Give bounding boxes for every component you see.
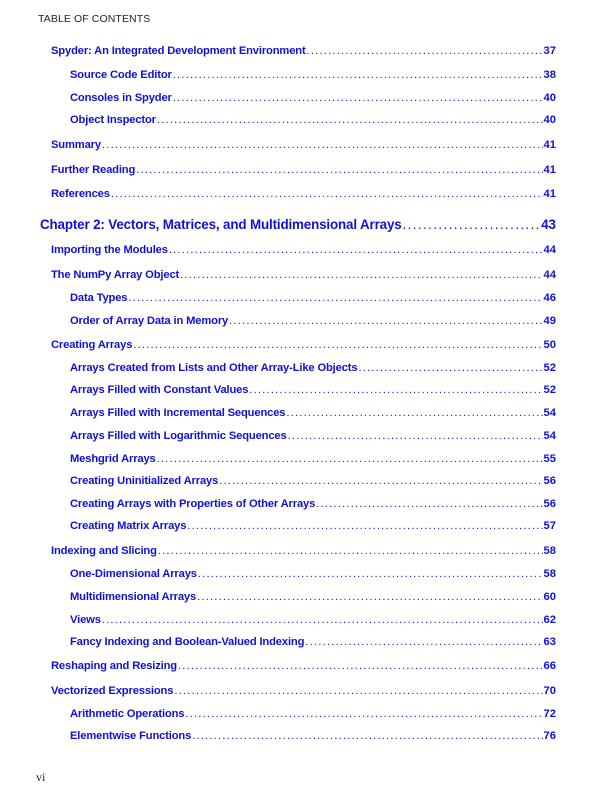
dot-leader <box>174 684 542 698</box>
page-number: vi <box>36 770 46 784</box>
toc-entry-title: Summary <box>51 139 101 151</box>
toc-entry-page: 49 <box>543 315 556 327</box>
toc-entry-title: Vectorized Expressions <box>51 685 174 697</box>
dot-leader <box>180 268 542 282</box>
toc-entry-views[interactable] <box>70 613 556 627</box>
toc-entry-title: Arrays Created from Lists and Other Array-Like Objects <box>70 362 358 374</box>
toc-entry-creating-arrays[interactable] <box>51 338 556 352</box>
toc-entry-order-of-array-data[interactable] <box>70 314 556 328</box>
toc-entry-page: 50 <box>543 339 556 351</box>
toc-entry-page: 57 <box>543 520 556 532</box>
dot-leader <box>307 44 543 58</box>
toc-entry-numpy-array-object[interactable] <box>51 268 556 282</box>
toc-entry-title: Arithmetic Operations <box>70 708 185 720</box>
toc-entry-page: 37 <box>543 45 556 57</box>
toc-entry-page: 56 <box>543 475 556 487</box>
toc-entry-page: 76 <box>543 730 556 742</box>
toc-entry-title: The NumPy Array Object <box>51 269 180 281</box>
dot-leader <box>229 314 542 328</box>
dot-leader <box>286 406 542 420</box>
dot-leader <box>111 187 543 201</box>
toc-entry-uninitialized-arrays[interactable] <box>70 474 556 488</box>
toc-entry-multidimensional-arrays[interactable] <box>70 590 556 604</box>
dot-leader <box>185 707 542 721</box>
toc-entry-source-code-editor[interactable] <box>70 68 556 82</box>
toc-entry-page: 41 <box>543 139 556 151</box>
toc-entry-consoles-in-spyder[interactable] <box>70 91 556 105</box>
toc-entry-reshaping-and-resizing[interactable] <box>51 659 556 673</box>
toc-entry-page: 46 <box>543 292 556 304</box>
toc-entry-title: Chapter 2: Vectors, Matrices, and Multidimensional Arrays <box>40 217 402 232</box>
toc-entry-arrays-logarithmic[interactable] <box>70 429 556 443</box>
dot-leader <box>249 383 542 397</box>
toc-entry-page: 41 <box>543 164 556 176</box>
toc-entry-arrays-properties[interactable] <box>70 497 556 511</box>
toc-entry-title: Creating Arrays with Properties of Other Arrays <box>70 498 316 510</box>
toc-entry-title: One-Dimensional Arrays <box>70 568 197 580</box>
toc-entry-data-types[interactable] <box>70 291 556 305</box>
toc-entry-page: 38 <box>543 69 556 81</box>
toc-entry-page: 63 <box>543 636 556 648</box>
dot-leader <box>198 567 543 581</box>
toc-entry-title: Source Code Editor <box>70 69 172 81</box>
toc-entry-arrays-constant-values[interactable] <box>70 383 556 397</box>
toc-entry-arithmetic-operations[interactable] <box>70 707 556 721</box>
toc-entry-title: Further Reading <box>51 164 136 176</box>
toc-entry-title: Meshgrid Arrays <box>70 453 156 465</box>
toc-entry-indexing-and-slicing[interactable] <box>51 544 556 558</box>
toc-entry-page: 44 <box>543 244 556 256</box>
dot-leader <box>358 361 542 375</box>
toc-entry-title: Arrays Filled with Constant Values <box>70 384 249 396</box>
toc-entry-title: Creating Arrays <box>51 339 133 351</box>
toc-entry-title: Elementwise Functions <box>70 730 192 742</box>
dot-leader <box>178 659 543 673</box>
toc-entry-title: Data Types <box>70 292 128 304</box>
toc-entry-arrays-incremental[interactable] <box>70 406 556 420</box>
dot-leader <box>219 474 542 488</box>
toc-entry-matrix-arrays[interactable] <box>70 519 556 533</box>
dot-leader <box>187 519 542 533</box>
dot-leader <box>133 338 542 352</box>
toc-entry-title: Views <box>70 614 101 626</box>
toc-entry-page: 52 <box>543 384 556 396</box>
dot-leader <box>157 452 543 466</box>
dot-leader <box>158 544 543 558</box>
toc-entry-elementwise-functions[interactable] <box>70 729 556 743</box>
dot-leader <box>197 590 542 604</box>
toc-entry-meshgrid-arrays[interactable] <box>70 452 556 466</box>
dot-leader <box>173 68 543 82</box>
toc-entry-title: Importing the Modules <box>51 244 168 256</box>
toc-entry-title: Reshaping and Resizing <box>51 660 177 672</box>
toc-entry-page: 40 <box>543 92 556 104</box>
toc-entry-page: 55 <box>543 453 556 465</box>
toc-entry-references[interactable] <box>51 187 556 201</box>
toc-entry-object-inspector[interactable] <box>70 113 556 127</box>
toc-entry-vectorized-expressions[interactable] <box>51 684 556 698</box>
toc-entry-title: References <box>51 188 110 200</box>
toc-entry-title: Creating Matrix Arrays <box>70 520 187 532</box>
toc-entry-further-reading[interactable] <box>51 163 556 177</box>
dot-leader <box>169 243 543 257</box>
dot-leader <box>288 429 543 443</box>
dot-leader <box>102 613 543 627</box>
toc-entry-page: 41 <box>543 188 556 200</box>
toc-entry-title: Spyder: An Integrated Development Environment <box>51 45 306 57</box>
toc-entry-spyder[interactable] <box>51 44 556 58</box>
toc-entry-page: 58 <box>543 568 556 580</box>
toc-entry-page: 54 <box>543 430 556 442</box>
dot-leader <box>305 635 542 649</box>
dot-leader <box>157 113 543 127</box>
toc-entry-page: 58 <box>543 545 556 557</box>
dot-leader <box>136 163 542 177</box>
dot-leader <box>102 138 543 152</box>
toc-entry-page: 66 <box>543 660 556 672</box>
toc-entry-title: Indexing and Slicing <box>51 545 157 557</box>
toc-entry-page: 56 <box>543 498 556 510</box>
running-head: TABLE OF CONTENTS <box>38 13 151 25</box>
toc-entry-title: Consoles in Spyder <box>70 92 172 104</box>
toc-entry-page: 54 <box>543 407 556 419</box>
toc-entry-importing-the-modules[interactable] <box>51 243 556 257</box>
toc-entry-one-dimensional-arrays[interactable] <box>70 567 556 581</box>
toc-entry-title: Object Inspector <box>70 114 156 126</box>
toc-entry-title: Fancy Indexing and Boolean-Valued Indexing <box>70 636 305 648</box>
toc-entry-page: 60 <box>543 591 556 603</box>
toc-entry-page: 70 <box>543 685 556 697</box>
toc-entry-title: Creating Uninitialized Arrays <box>70 475 219 487</box>
dot-leader <box>316 497 542 511</box>
toc-entry-summary[interactable] <box>51 138 556 152</box>
toc-entry-page: 44 <box>543 269 556 281</box>
dot-leader <box>192 729 542 743</box>
toc-entry-title: Multidimensional Arrays <box>70 591 197 603</box>
toc-entry-page: 52 <box>543 362 556 374</box>
dot-leader <box>403 217 541 233</box>
toc-chapter-2[interactable] <box>40 217 556 233</box>
toc-entry-title: Arrays Filled with Logarithmic Sequences <box>70 430 287 442</box>
toc-entry-arrays-from-lists[interactable] <box>70 361 556 375</box>
toc-entry-page: 43 <box>541 217 556 232</box>
toc-entry-title: Order of Array Data in Memory <box>70 315 229 327</box>
toc-entry-title: Arrays Filled with Incremental Sequences <box>70 407 286 419</box>
toc-entry-page: 72 <box>543 708 556 720</box>
toc-entry-page: 40 <box>543 114 556 126</box>
dot-leader <box>128 291 542 305</box>
dot-leader <box>173 91 543 105</box>
toc-entry-fancy-indexing[interactable] <box>70 635 556 649</box>
toc-entry-page: 62 <box>543 614 556 626</box>
